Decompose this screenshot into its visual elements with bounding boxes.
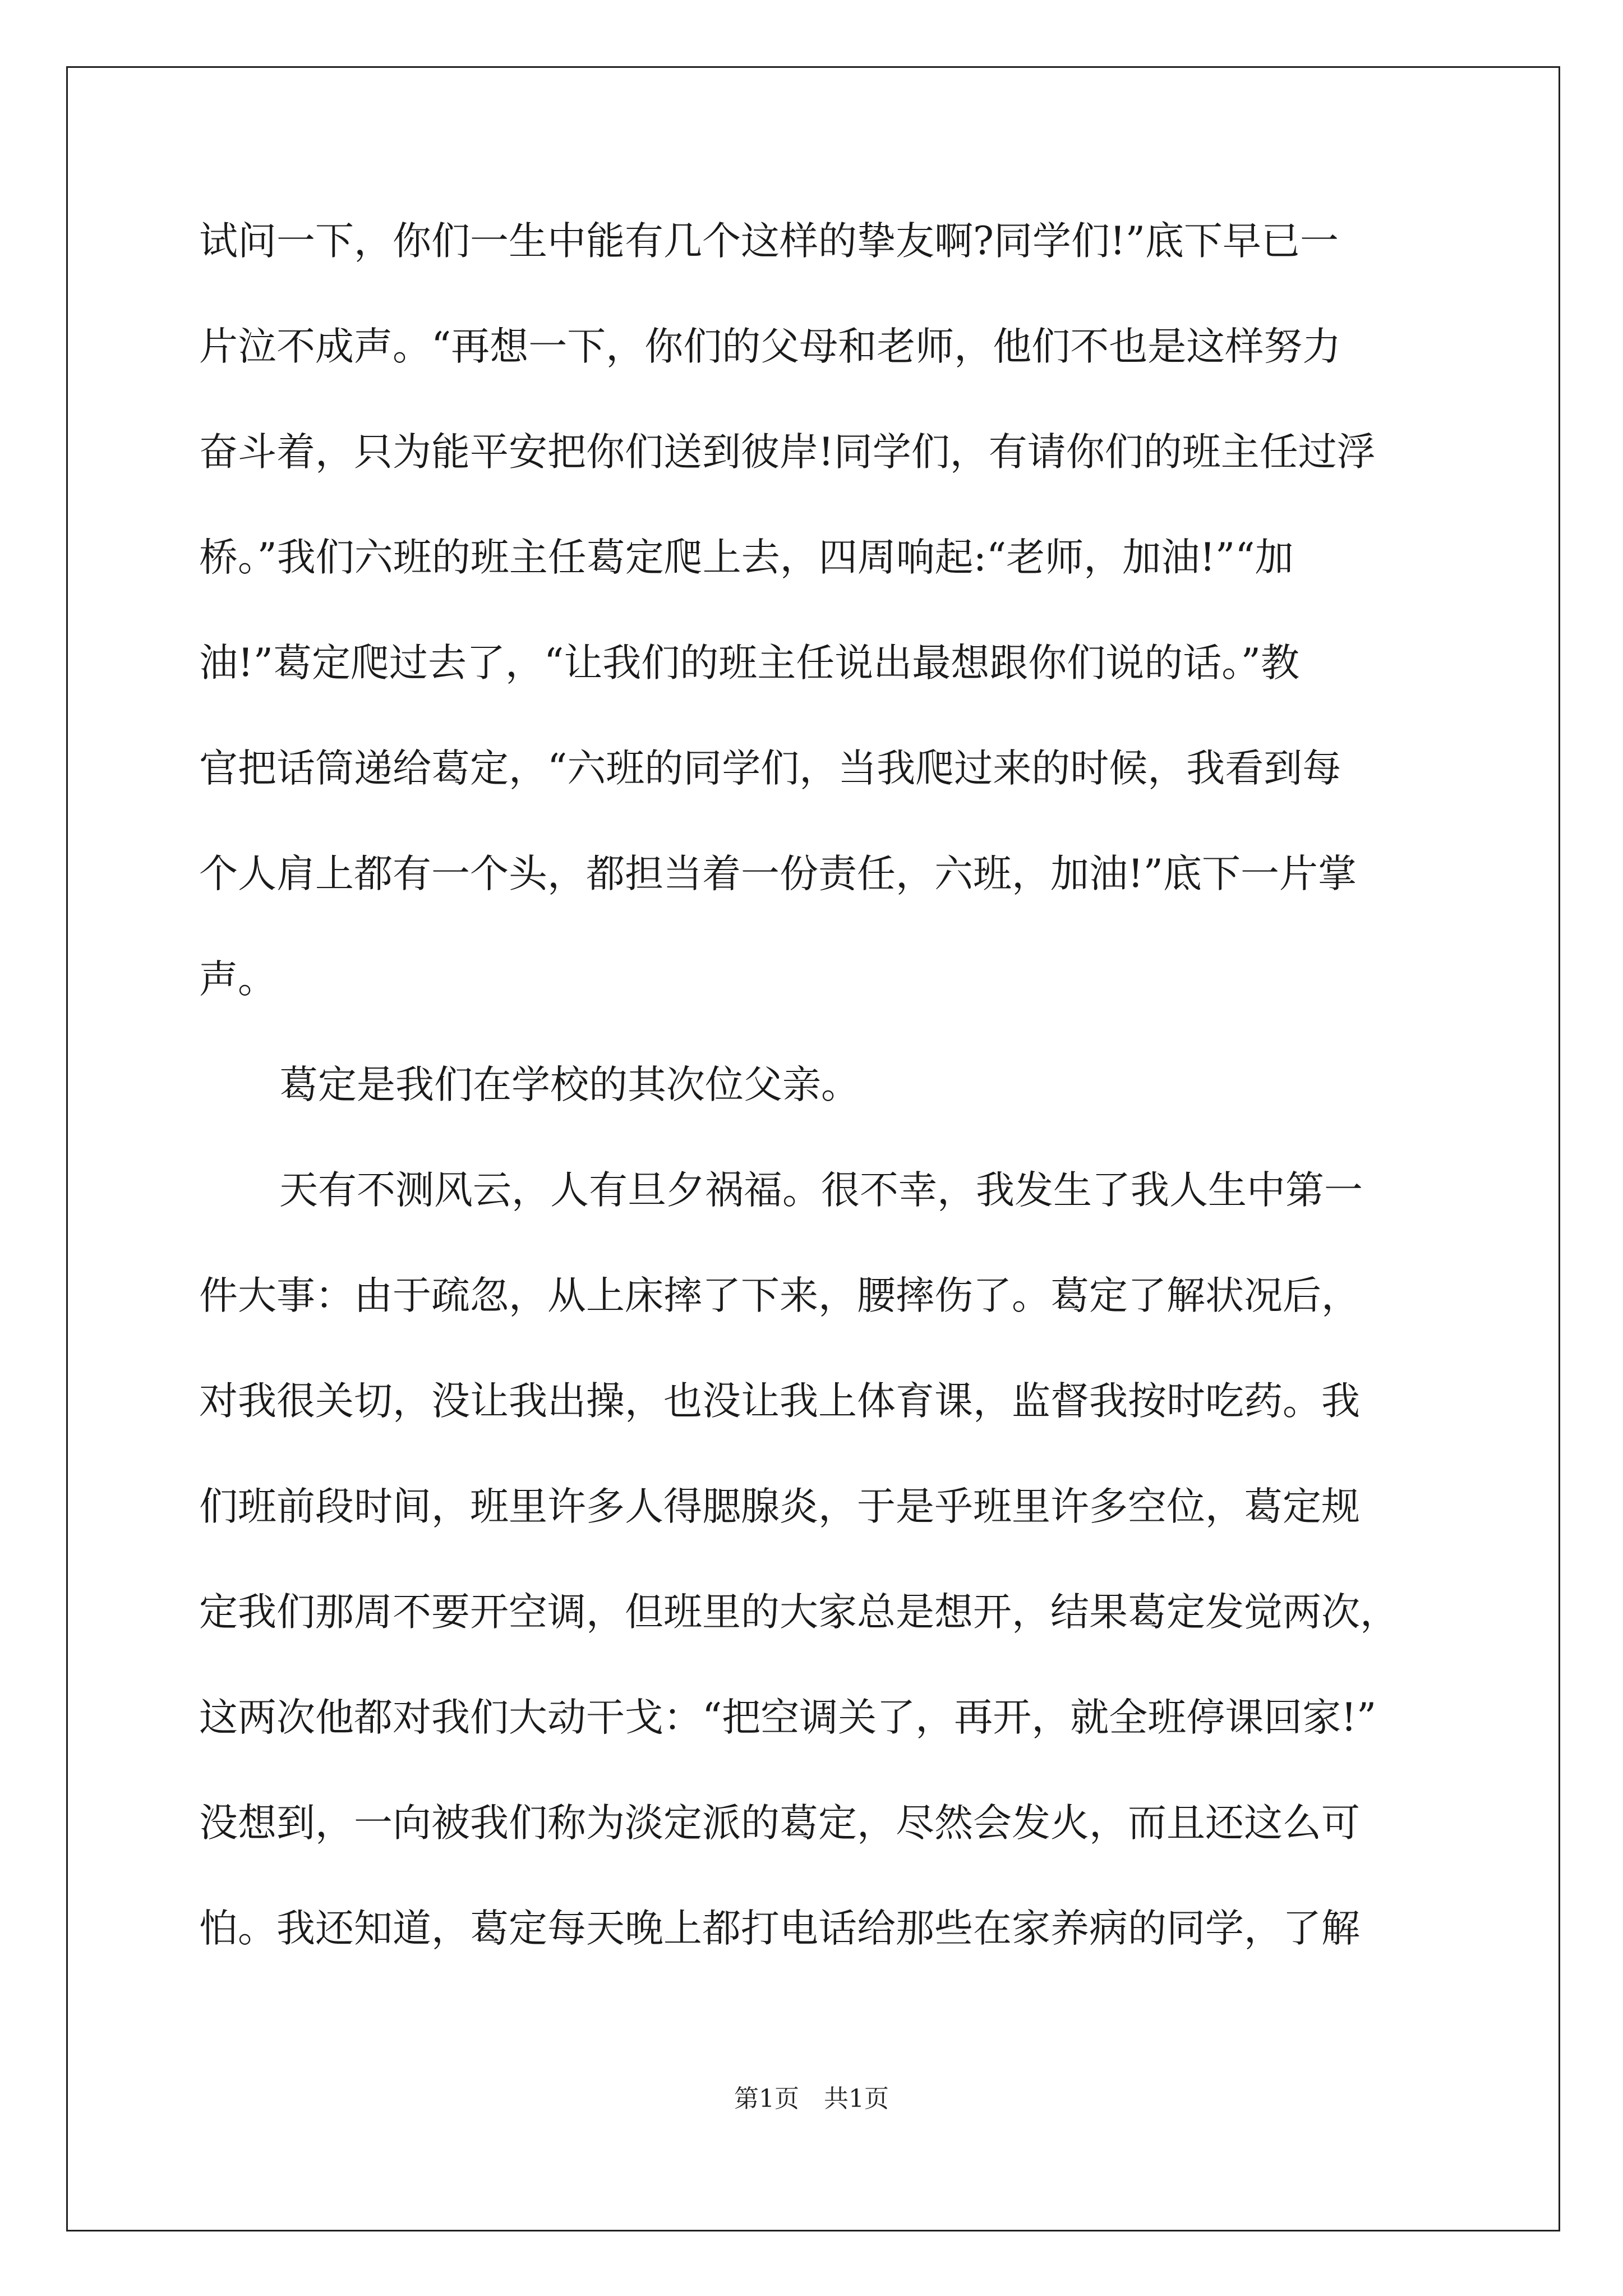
text-line: 这两次他都对我们大动干戈：“把空调关了，再开，就全班停课回家!” — [199, 1695, 1377, 1740]
paragraph-first-line: 天有不测风云，人有旦夕祸福。很不幸，我发生了我人生中第一 — [279, 1168, 1363, 1213]
text-line: 奋斗着，只为能平安把你们送到彼岸!同学们，有请你们的班主任过浮 — [199, 430, 1376, 475]
paragraph-first-line: 葛定是我们在学校的其次位父亲。 — [279, 1062, 860, 1107]
text-line: 件大事：由于疏忽，从上床摔了下来，腰摔伤了。葛定了解状况后， — [199, 1273, 1360, 1318]
text-line: 对我很关切，没让我出操，也没让我上体育课，监督我按时吃药。我 — [199, 1379, 1360, 1424]
text-line: 个人肩上都有一个头，都担当着一份责任，六班，加油!”底下一片掌 — [199, 852, 1357, 896]
text-line: 怕。我还知道，葛定每天晚上都打电话给那些在家养病的同学，了解 — [199, 1906, 1360, 1951]
text-line: 没想到，一向被我们称为淡定派的葛定，尽然会发火，而且还这么可 — [199, 1801, 1360, 1846]
text-line: 官把话筒递给葛定，“六班的同学们，当我爬过来的时候，我看到每 — [199, 746, 1341, 791]
text-line: 桥。”我们六班的班主任葛定爬上去，四周响起:“老师，加油!”“加 — [199, 535, 1294, 580]
document-body — [199, 210, 1427, 2003]
page-footer: 第1页 共1页 — [734, 2085, 889, 2113]
text-line: 们班前段时间，班里许多人得腮腺炎，于是乎班里许多空位，葛定规 — [199, 1484, 1360, 1529]
text-line: 油!”葛定爬过去了，“让我们的班主任说出最想跟你们说的话。”教 — [199, 641, 1300, 685]
text-line: 试问一下，你们一生中能有几个这样的挚友啊?同学们!”底下早已一 — [199, 219, 1339, 264]
text-line: 定我们那周不要开空调，但班里的大家总是想开，结果葛定发觉两次， — [199, 1590, 1399, 1635]
text-line: 声。 — [199, 957, 276, 1002]
text-line: 片泣不成声。“再想一下，你们的父母和老师，他们不也是这样努力 — [199, 324, 1341, 369]
